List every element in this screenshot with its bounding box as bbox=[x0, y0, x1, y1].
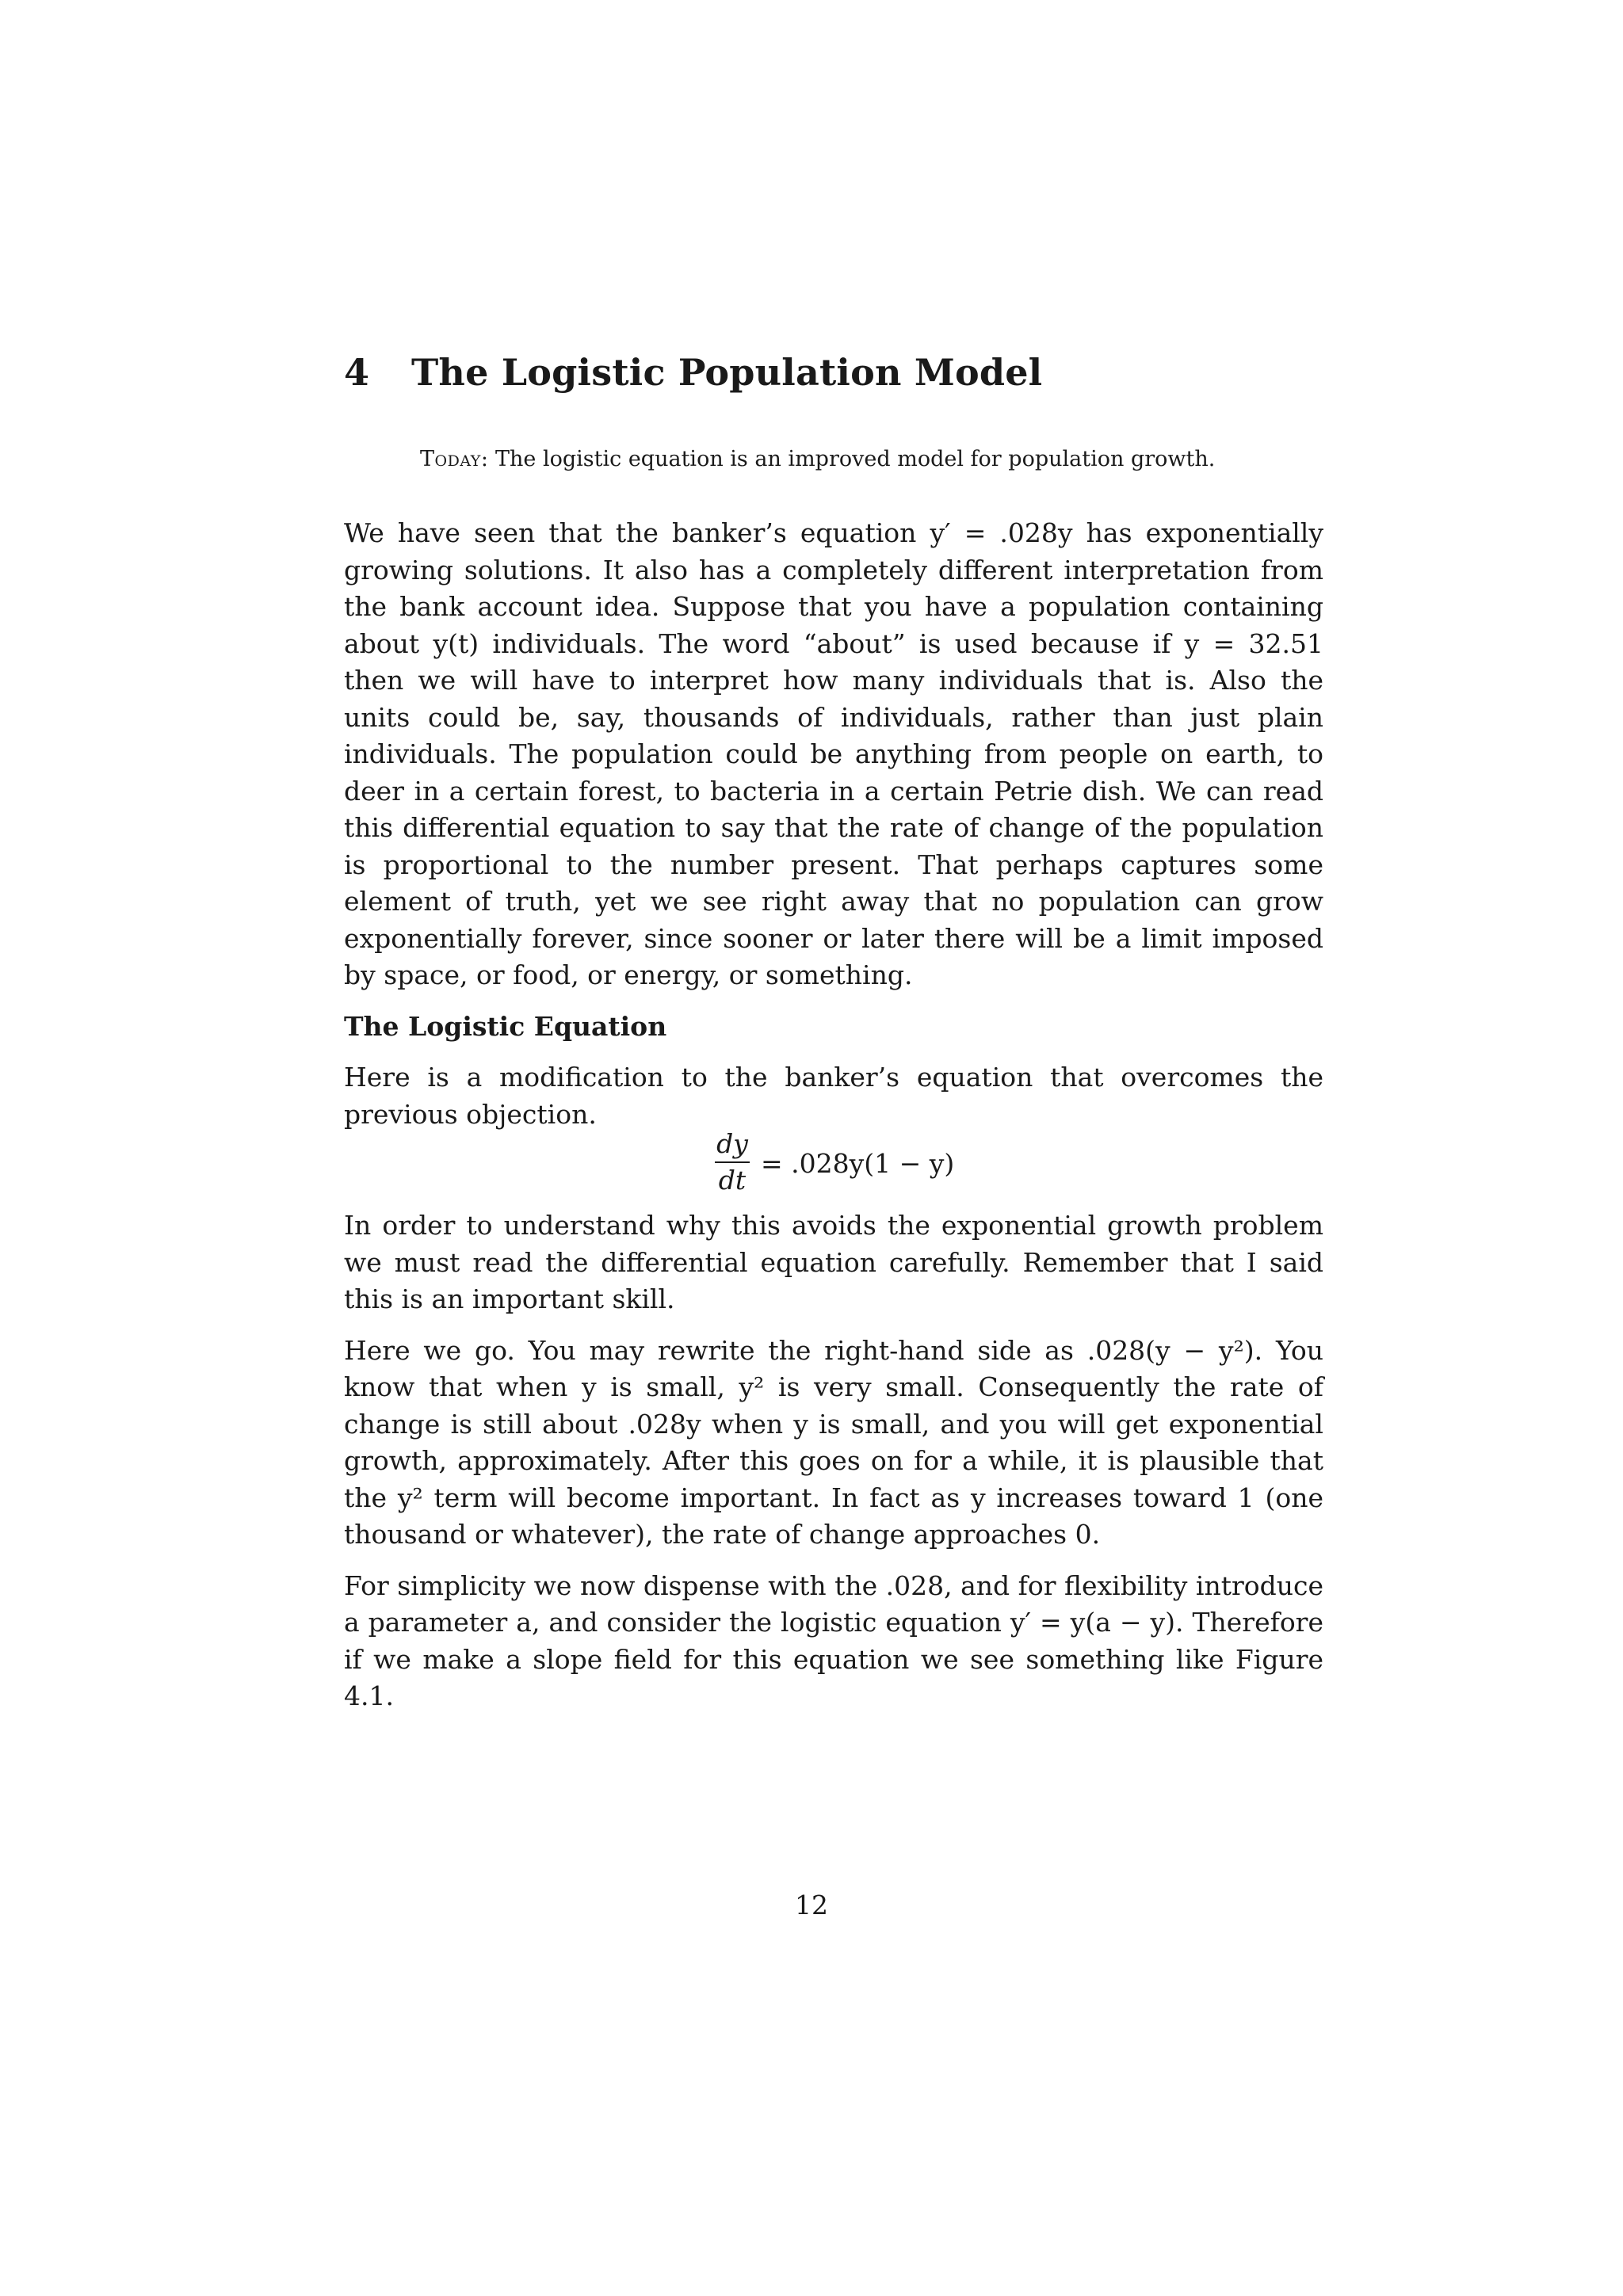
page-number: 12 bbox=[795, 1890, 828, 1920]
paragraph-simplification: For simplicity we now dispense with the .028, and for flexibility introduce a parameter a, and consider the logistic equation y′ = y(a − y). Therefore if we make a slope field for this equation we see something like Figure 4.1. bbox=[344, 1569, 1323, 1711]
derivative-fraction bbox=[713, 1128, 751, 1196]
logistic-equation-display bbox=[344, 1128, 1323, 1201]
section-title: The Logistic Population Model bbox=[411, 351, 1043, 394]
today-label: Today: bbox=[420, 447, 489, 471]
today-summary bbox=[420, 444, 1323, 475]
paragraph-analysis: Here we go. You may rewrite the right-hand side as .028(y − y²). You know that when y is small, y² is very small. Consequently the rate of change is still about .028y when y is small, and you will get exponential growth, approximately. After this goes on for a while, it is plausible that the y² term will become important. In fact as y increases toward 1 (one thousand or whatever), the rate of change approaches 0. bbox=[344, 1334, 1323, 1550]
paragraph-intro: We have seen that the banker’s equation y′ = .028y has exponentially growing solutions. It also has a completely different interpretation from the bank account idea. Suppose that you have a population containing about y(t) individuals. The word “about” is used because if y = 32.51 then we will have to interpret how many individuals that is. Also the units could be, say, thousands of individuals, rather than just plain individuals. The population could be anything from people on earth, to deer in a certain forest, to bacteria in a certain Petrie dish. We can read this differential equation to say that the rate of change of the population is proportional to the number present. That perhaps captures some element of truth, yet we see right away that no population can grow exponentially forever, since sooner or later there will be a limit imposed by space, or food, or energy, or something. bbox=[344, 517, 1323, 990]
today-text: The logistic equation is an improved model for population growth. bbox=[495, 447, 1216, 471]
paragraph-modification: Here is a modification to the banker’s equation that overcomes the previous objection. bbox=[344, 1062, 1323, 1130]
fraction-denominator: dt bbox=[718, 1165, 747, 1196]
paragraph-explanation: In order to understand why this avoids the exponential growth problem we must read the differential equation carefully. Remember that I said this is an important skill. bbox=[344, 1210, 1323, 1314]
equation-rhs: = .028y(1 − y) bbox=[761, 1148, 955, 1179]
fraction-numerator: dy bbox=[716, 1128, 748, 1159]
section-heading bbox=[344, 341, 1323, 404]
page-body bbox=[344, 341, 1323, 1715]
section-number: 4 bbox=[344, 351, 370, 394]
fraction-bar bbox=[715, 1161, 750, 1163]
subheading-logistic-equation: The Logistic Equation bbox=[344, 1010, 667, 1042]
